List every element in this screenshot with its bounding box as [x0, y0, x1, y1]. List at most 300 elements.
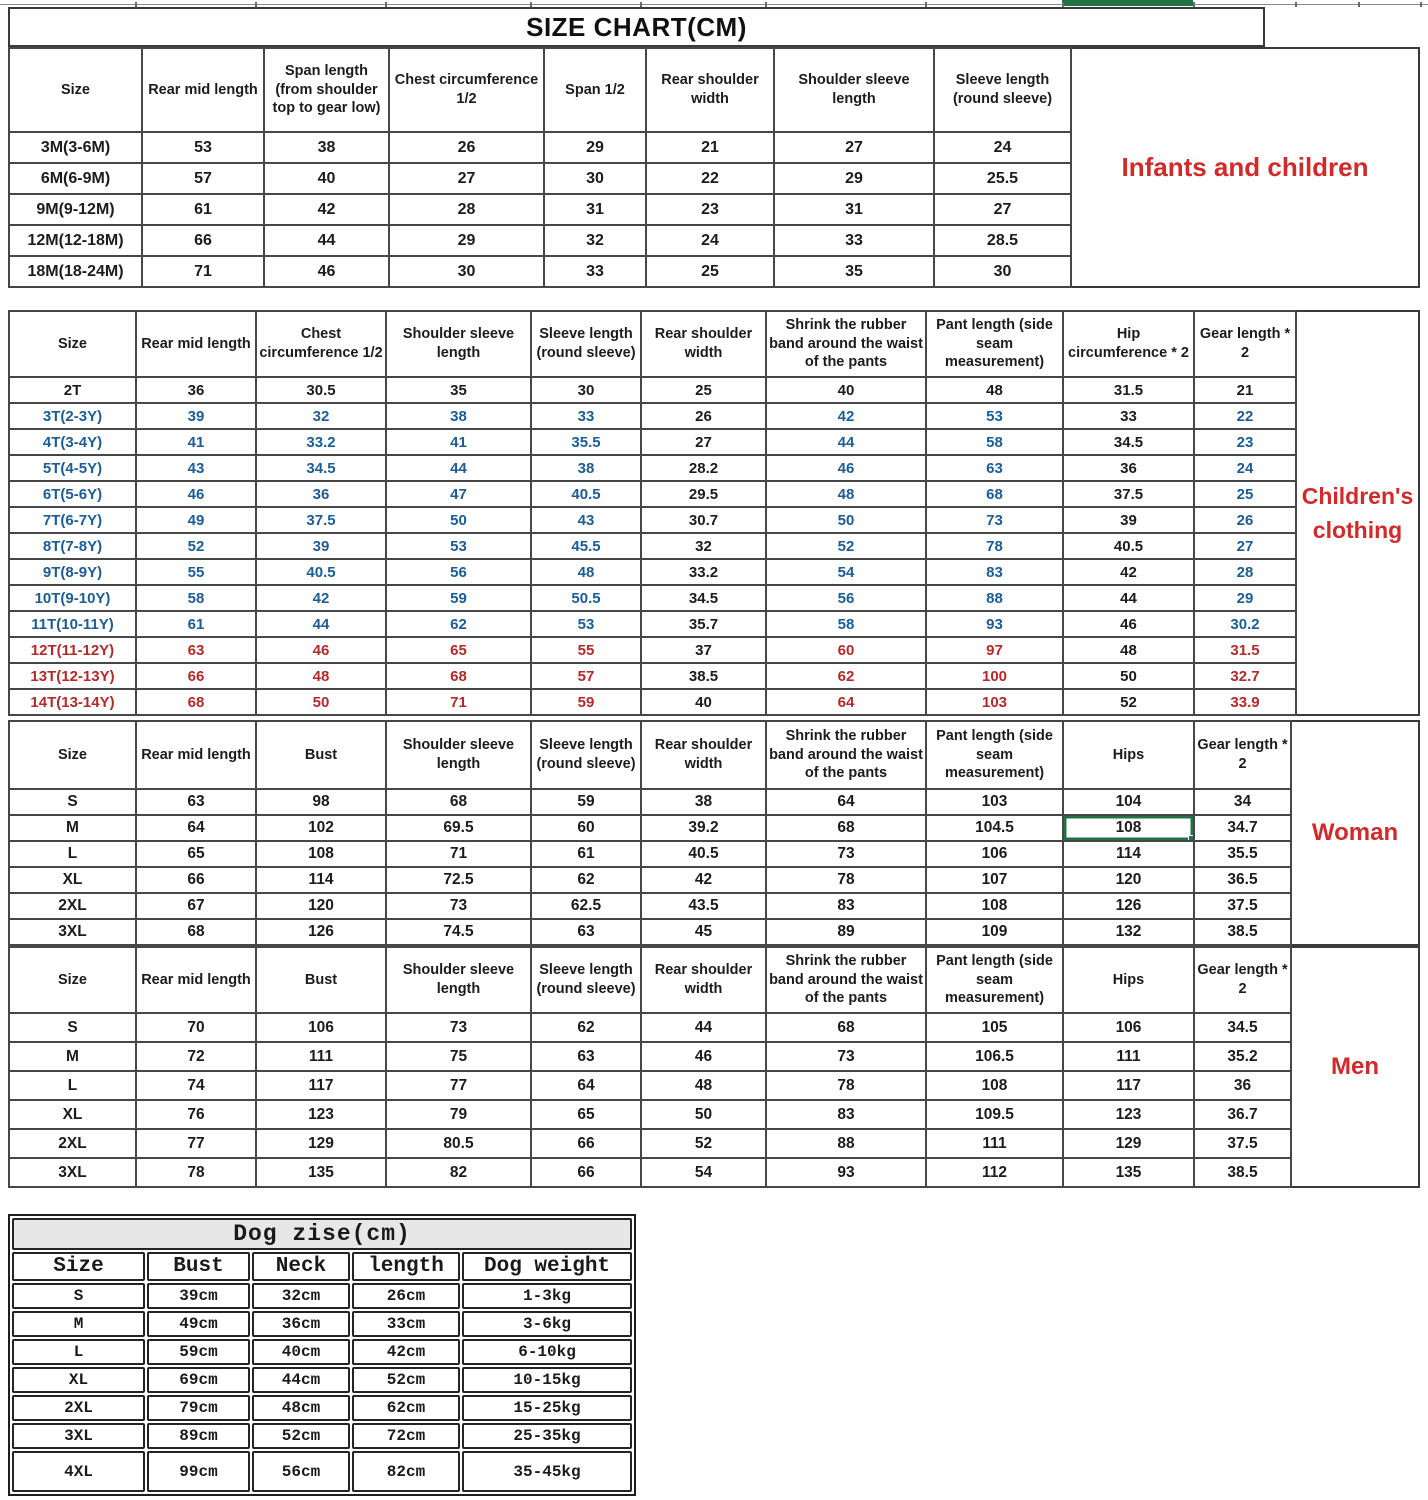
- men-section-label: Men: [1292, 946, 1420, 1188]
- infants-cell: 33: [774, 225, 934, 256]
- children-cell: 35.7: [641, 611, 766, 637]
- men-cell: 105: [926, 1013, 1063, 1042]
- children-cell: 36: [256, 481, 386, 507]
- children-cell: 68: [926, 481, 1063, 507]
- children-cell: 25: [641, 377, 766, 403]
- page-title: SIZE CHART(CM): [8, 7, 1265, 47]
- infants-cell: 46: [264, 256, 389, 287]
- women-cell: 107: [926, 867, 1063, 893]
- women-cell: 98: [256, 789, 386, 815]
- women-cell: 68: [136, 919, 256, 945]
- column-tick: [1358, 2, 1360, 7]
- children-cell: 39: [1063, 507, 1194, 533]
- children-cell: 46: [136, 481, 256, 507]
- infants-cell: 27: [934, 194, 1071, 225]
- men-column-header: Pant length (side seam measurement): [926, 947, 1063, 1013]
- dog-table-row: [12, 1451, 632, 1492]
- children-row-size: 6T(5-6Y): [9, 481, 136, 507]
- children-cell: 30: [531, 377, 641, 403]
- infants-cell: 53: [142, 132, 264, 163]
- infants-cell: 71: [142, 256, 264, 287]
- men-section: [8, 946, 1420, 1188]
- men-column-header: Sleeve length (round sleeve): [531, 947, 641, 1013]
- men-cell: 93: [766, 1158, 926, 1187]
- dog-column-header: Dog weight: [462, 1252, 632, 1281]
- men-table-row: [9, 1042, 1291, 1071]
- men-table-row: [9, 1100, 1291, 1129]
- children-cell: 55: [531, 637, 641, 663]
- infants-cell: 24: [646, 225, 774, 256]
- women-cell: 67: [136, 893, 256, 919]
- men-row-size: 3XL: [9, 1158, 136, 1187]
- women-cell: 108: [926, 893, 1063, 919]
- men-size-table: [8, 946, 1292, 1188]
- men-cell: 36: [1194, 1071, 1291, 1100]
- women-cell: 61: [531, 841, 641, 867]
- infants-row-size: 6M(6-9M): [9, 163, 142, 194]
- dog-cell: 3-6kg: [462, 1311, 632, 1337]
- dog-row-size: 3XL: [12, 1423, 145, 1449]
- children-cell: 61: [136, 611, 256, 637]
- women-cell: 63: [136, 789, 256, 815]
- women-row-size: M: [9, 815, 136, 841]
- infants-row-size: 3M(3-6M): [9, 132, 142, 163]
- women-cell: 114: [1063, 841, 1194, 867]
- children-cell: 32: [256, 403, 386, 429]
- dog-cell: 52cm: [252, 1423, 350, 1449]
- dog-cell: 72cm: [352, 1423, 460, 1449]
- dog-cell: 44cm: [252, 1367, 350, 1393]
- children-cell: 40.5: [531, 481, 641, 507]
- children-cell: 66: [136, 663, 256, 689]
- dog-table-row: [12, 1395, 632, 1421]
- children-column-header: Gear length * 2: [1194, 311, 1296, 377]
- women-cell: 65: [136, 841, 256, 867]
- infants-cell: 23: [646, 194, 774, 225]
- dog-row-size: M: [12, 1311, 145, 1337]
- women-cell: 132: [1063, 919, 1194, 945]
- children-cell: 23: [1194, 429, 1296, 455]
- men-cell: 79: [386, 1100, 531, 1129]
- column-tick: [640, 2, 642, 7]
- infants-cell: 33: [544, 256, 646, 287]
- dog-table-title: Dog zise(cm): [12, 1218, 632, 1250]
- selected-column-highlight: [1062, 0, 1193, 6]
- men-cell: 77: [136, 1129, 256, 1158]
- infants-cell: 57: [142, 163, 264, 194]
- children-table-row: [9, 455, 1296, 481]
- children-cell: 41: [136, 429, 256, 455]
- dog-row-size: XL: [12, 1367, 145, 1393]
- men-cell: 135: [256, 1158, 386, 1187]
- children-row-size: 8T(7-8Y): [9, 533, 136, 559]
- women-column-header: Shoulder sleeve length: [386, 721, 531, 789]
- dog-cell: 69cm: [147, 1367, 250, 1393]
- infants-size-table: [8, 47, 1072, 288]
- infants-cell: 66: [142, 225, 264, 256]
- children-column-header: Rear shoulder width: [641, 311, 766, 377]
- children-size-table: [8, 310, 1297, 716]
- children-section-label: Children's clothing: [1297, 310, 1420, 716]
- infants-column-header: Rear mid length: [142, 48, 264, 132]
- men-cell: 106: [1063, 1013, 1194, 1042]
- women-cell: 73: [766, 841, 926, 867]
- men-cell: 74: [136, 1071, 256, 1100]
- men-cell: 82: [386, 1158, 531, 1187]
- children-cell: 27: [641, 429, 766, 455]
- infants-cell: 44: [264, 225, 389, 256]
- children-cell: 60: [766, 637, 926, 663]
- infants-table-row: [9, 225, 1071, 256]
- women-cell: 37.5: [1194, 893, 1291, 919]
- men-cell: 66: [531, 1158, 641, 1187]
- men-cell: 37.5: [1194, 1129, 1291, 1158]
- dog-cell: 99cm: [147, 1451, 250, 1492]
- men-table-row: [9, 1013, 1291, 1042]
- dog-cell: 42cm: [352, 1339, 460, 1365]
- infants-cell: 25: [646, 256, 774, 287]
- children-cell: 88: [926, 585, 1063, 611]
- children-row-size: 13T(12-13Y): [9, 663, 136, 689]
- men-cell: 80.5: [386, 1129, 531, 1158]
- men-cell: 52: [641, 1129, 766, 1158]
- children-cell: 48: [1063, 637, 1194, 663]
- children-cell: 55: [136, 559, 256, 585]
- infants-cell: 40: [264, 163, 389, 194]
- men-cell: 111: [256, 1042, 386, 1071]
- children-cell: 53: [531, 611, 641, 637]
- infants-table-row: [9, 194, 1071, 225]
- women-row-size: L: [9, 841, 136, 867]
- infants-cell: 29: [774, 163, 934, 194]
- women-table-row: [9, 893, 1291, 919]
- women-cell: 109: [926, 919, 1063, 945]
- men-column-header: Rear mid length: [136, 947, 256, 1013]
- children-cell: 29.5: [641, 481, 766, 507]
- women-cell: 36.5: [1194, 867, 1291, 893]
- children-cell: 48: [256, 663, 386, 689]
- men-cell: 129: [1063, 1129, 1194, 1158]
- children-cell: 39: [256, 533, 386, 559]
- children-table-row: [9, 533, 1296, 559]
- children-cell: 93: [926, 611, 1063, 637]
- women-row-size: 2XL: [9, 893, 136, 919]
- men-cell: 76: [136, 1100, 256, 1129]
- children-cell: 52: [136, 533, 256, 559]
- men-cell: 135: [1063, 1158, 1194, 1187]
- children-table-row: [9, 585, 1296, 611]
- women-cell: 38: [641, 789, 766, 815]
- children-cell: 43: [531, 507, 641, 533]
- children-table-row: [9, 429, 1296, 455]
- women-cell: 34: [1194, 789, 1291, 815]
- dog-cell: 36cm: [252, 1311, 350, 1337]
- column-tick: [255, 2, 257, 7]
- men-column-header: Rear shoulder width: [641, 947, 766, 1013]
- dog-cell: 89cm: [147, 1423, 250, 1449]
- infants-section: [8, 47, 1420, 288]
- women-cell: 102: [256, 815, 386, 841]
- children-cell: 40: [641, 689, 766, 715]
- women-cell: 103: [926, 789, 1063, 815]
- column-tick: [1295, 2, 1297, 7]
- children-row-size: 5T(4-5Y): [9, 455, 136, 481]
- infants-cell: 21: [646, 132, 774, 163]
- children-cell: 52: [1063, 689, 1194, 715]
- children-cell: 31.5: [1063, 377, 1194, 403]
- men-cell: 66: [531, 1129, 641, 1158]
- women-column-header: Hips: [1063, 721, 1194, 789]
- children-cell: 71: [386, 689, 531, 715]
- men-cell: 48: [641, 1071, 766, 1100]
- column-tick: [925, 2, 927, 7]
- dog-table-row: [12, 1339, 632, 1365]
- men-cell: 35.2: [1194, 1042, 1291, 1071]
- children-cell: 45.5: [531, 533, 641, 559]
- women-row-size: 3XL: [9, 919, 136, 945]
- infants-table-row: [9, 132, 1071, 163]
- women-row-size: S: [9, 789, 136, 815]
- children-cell: 63: [926, 455, 1063, 481]
- children-cell: 56: [386, 559, 531, 585]
- women-column-header: Rear mid length: [136, 721, 256, 789]
- women-section-label: Woman: [1292, 720, 1420, 946]
- children-cell: 29: [1194, 585, 1296, 611]
- children-cell: 50: [256, 689, 386, 715]
- women-cell: 59: [531, 789, 641, 815]
- men-cell: 109.5: [926, 1100, 1063, 1129]
- men-cell: 36.7: [1194, 1100, 1291, 1129]
- gridline: [0, 4, 1428, 5]
- men-row-size: M: [9, 1042, 136, 1071]
- men-table-row: [9, 1129, 1291, 1158]
- dog-table-row: [12, 1311, 632, 1337]
- children-cell: 57: [531, 663, 641, 689]
- children-cell: 21: [1194, 377, 1296, 403]
- dog-column-header: Size: [12, 1252, 145, 1281]
- column-tick: [1420, 2, 1422, 7]
- women-cell: 62.5: [531, 893, 641, 919]
- spacer: [8, 1188, 1420, 1214]
- children-cell: 68: [386, 663, 531, 689]
- children-row-size: 7T(6-7Y): [9, 507, 136, 533]
- children-table-row: [9, 637, 1296, 663]
- infants-section-label: Infants and children: [1072, 47, 1420, 288]
- women-column-header: Pant length (side seam measurement): [926, 721, 1063, 789]
- infants-cell: 26: [389, 132, 544, 163]
- children-cell: 32.7: [1194, 663, 1296, 689]
- children-cell: 54: [766, 559, 926, 585]
- women-table-row: [9, 867, 1291, 893]
- children-column-header: Shrink the rubber band around the waist of the pants: [766, 311, 926, 377]
- women-table-row: [9, 919, 1291, 945]
- women-cell: 73: [386, 893, 531, 919]
- children-row-size: 2T: [9, 377, 136, 403]
- men-cell: 50: [641, 1100, 766, 1129]
- women-cell: 45: [641, 919, 766, 945]
- dog-cell: 1-3kg: [462, 1283, 632, 1309]
- column-tick: [1062, 2, 1064, 7]
- men-cell: 83: [766, 1100, 926, 1129]
- dog-row-size: S: [12, 1283, 145, 1309]
- dog-cell: 82cm: [352, 1451, 460, 1492]
- men-cell: 123: [256, 1100, 386, 1129]
- children-cell: 49: [136, 507, 256, 533]
- women-cell: 60: [531, 815, 641, 841]
- men-table-row: [9, 1071, 1291, 1100]
- men-column-header: Shoulder sleeve length: [386, 947, 531, 1013]
- men-cell: 108: [926, 1071, 1063, 1100]
- men-cell: 117: [256, 1071, 386, 1100]
- children-section: [8, 310, 1420, 716]
- children-cell: 58: [136, 585, 256, 611]
- children-cell: 28: [1194, 559, 1296, 585]
- infants-table-row: [9, 163, 1071, 194]
- men-cell: 117: [1063, 1071, 1194, 1100]
- children-cell: 59: [531, 689, 641, 715]
- dog-cell: 35-45kg: [462, 1451, 632, 1492]
- children-table-row: [9, 377, 1296, 403]
- men-cell: 88: [766, 1129, 926, 1158]
- children-cell: 34.5: [641, 585, 766, 611]
- infants-cell: 31: [774, 194, 934, 225]
- dog-cell: 62cm: [352, 1395, 460, 1421]
- infants-cell: 61: [142, 194, 264, 225]
- children-cell: 46: [1063, 611, 1194, 637]
- men-cell: 78: [136, 1158, 256, 1187]
- women-cell: 120: [256, 893, 386, 919]
- dog-column-header: length: [352, 1252, 460, 1281]
- children-cell: 33.2: [256, 429, 386, 455]
- women-cell: 114: [256, 867, 386, 893]
- dog-cell: 52cm: [352, 1367, 460, 1393]
- children-cell: 37.5: [1063, 481, 1194, 507]
- children-cell: 53: [926, 403, 1063, 429]
- women-cell: 38.5: [1194, 919, 1291, 945]
- children-column-header: Hip circumference * 2: [1063, 311, 1194, 377]
- children-cell: 37: [641, 637, 766, 663]
- column-tick: [385, 2, 387, 7]
- children-cell: 44: [256, 611, 386, 637]
- children-cell: 42: [256, 585, 386, 611]
- children-column-header: Size: [9, 311, 136, 377]
- men-column-header: Hips: [1063, 947, 1194, 1013]
- dog-cell: 49cm: [147, 1311, 250, 1337]
- children-cell: 34.5: [256, 455, 386, 481]
- children-cell: 39: [136, 403, 256, 429]
- infants-column-header: Span length (from shoulder top to gear low): [264, 48, 389, 132]
- infants-cell: 30: [544, 163, 646, 194]
- children-column-header: Shoulder sleeve length: [386, 311, 531, 377]
- spacer: [8, 288, 1420, 310]
- men-cell: 63: [531, 1042, 641, 1071]
- women-cell: 108: [256, 841, 386, 867]
- children-cell: 28.2: [641, 455, 766, 481]
- children-row-size: 3T(2-3Y): [9, 403, 136, 429]
- children-cell: 44: [766, 429, 926, 455]
- men-cell: 77: [386, 1071, 531, 1100]
- children-cell: 56: [766, 585, 926, 611]
- infants-cell: 27: [389, 163, 544, 194]
- children-cell: 46: [766, 455, 926, 481]
- women-cell: 64: [136, 815, 256, 841]
- children-cell: 38: [386, 403, 531, 429]
- children-row-size: 4T(3-4Y): [9, 429, 136, 455]
- women-cell: 72.5: [386, 867, 531, 893]
- children-table-row: [9, 481, 1296, 507]
- children-cell: 36: [136, 377, 256, 403]
- children-cell: 32: [641, 533, 766, 559]
- children-cell: 26: [1194, 507, 1296, 533]
- infants-cell: 29: [544, 132, 646, 163]
- women-cell: 68: [386, 789, 531, 815]
- men-cell: 106: [256, 1013, 386, 1042]
- dog-table-row: [12, 1367, 632, 1393]
- dog-cell: 59cm: [147, 1339, 250, 1365]
- dog-cell: 56cm: [252, 1451, 350, 1492]
- children-cell: 44: [1063, 585, 1194, 611]
- children-cell: 83: [926, 559, 1063, 585]
- children-cell: 68: [136, 689, 256, 715]
- men-cell: 70: [136, 1013, 256, 1042]
- women-cell: 89: [766, 919, 926, 945]
- children-cell: 44: [386, 455, 531, 481]
- column-tick: [530, 2, 532, 7]
- men-cell: 73: [766, 1042, 926, 1071]
- children-table-row: [9, 689, 1296, 715]
- children-table-row: [9, 559, 1296, 585]
- women-cell: 35.5: [1194, 841, 1291, 867]
- women-cell: 78: [766, 867, 926, 893]
- infants-cell: 30: [934, 256, 1071, 287]
- women-selected-cell[interactable]: 108: [1063, 815, 1194, 841]
- women-cell: 66: [136, 867, 256, 893]
- column-tick: [765, 2, 767, 7]
- infants-cell: 28: [389, 194, 544, 225]
- children-cell: 62: [766, 663, 926, 689]
- infants-column-header: Span 1/2: [544, 48, 646, 132]
- children-cell: 38: [531, 455, 641, 481]
- men-row-size: 2XL: [9, 1129, 136, 1158]
- dog-size-table: [8, 1214, 636, 1496]
- dog-table-row: [12, 1283, 632, 1309]
- children-cell: 22: [1194, 403, 1296, 429]
- children-table-row: [9, 403, 1296, 429]
- dog-cell: 48cm: [252, 1395, 350, 1421]
- men-cell: 73: [386, 1013, 531, 1042]
- dog-row-size: L: [12, 1339, 145, 1365]
- infants-cell: 38: [264, 132, 389, 163]
- children-cell: 36: [1063, 455, 1194, 481]
- women-cell: 120: [1063, 867, 1194, 893]
- dog-cell: 25-35kg: [462, 1423, 632, 1449]
- children-cell: 42: [766, 403, 926, 429]
- children-cell: 103: [926, 689, 1063, 715]
- infants-table-row: [9, 256, 1071, 287]
- women-cell: 83: [766, 893, 926, 919]
- women-cell: 106: [926, 841, 1063, 867]
- children-cell: 31.5: [1194, 637, 1296, 663]
- women-column-header: Size: [9, 721, 136, 789]
- children-cell: 100: [926, 663, 1063, 689]
- children-cell: 38.5: [641, 663, 766, 689]
- women-column-header: Gear length * 2: [1194, 721, 1291, 789]
- children-cell: 35: [386, 377, 531, 403]
- children-cell: 33.2: [641, 559, 766, 585]
- men-cell: 44: [641, 1013, 766, 1042]
- children-cell: 78: [926, 533, 1063, 559]
- infants-cell: 28.5: [934, 225, 1071, 256]
